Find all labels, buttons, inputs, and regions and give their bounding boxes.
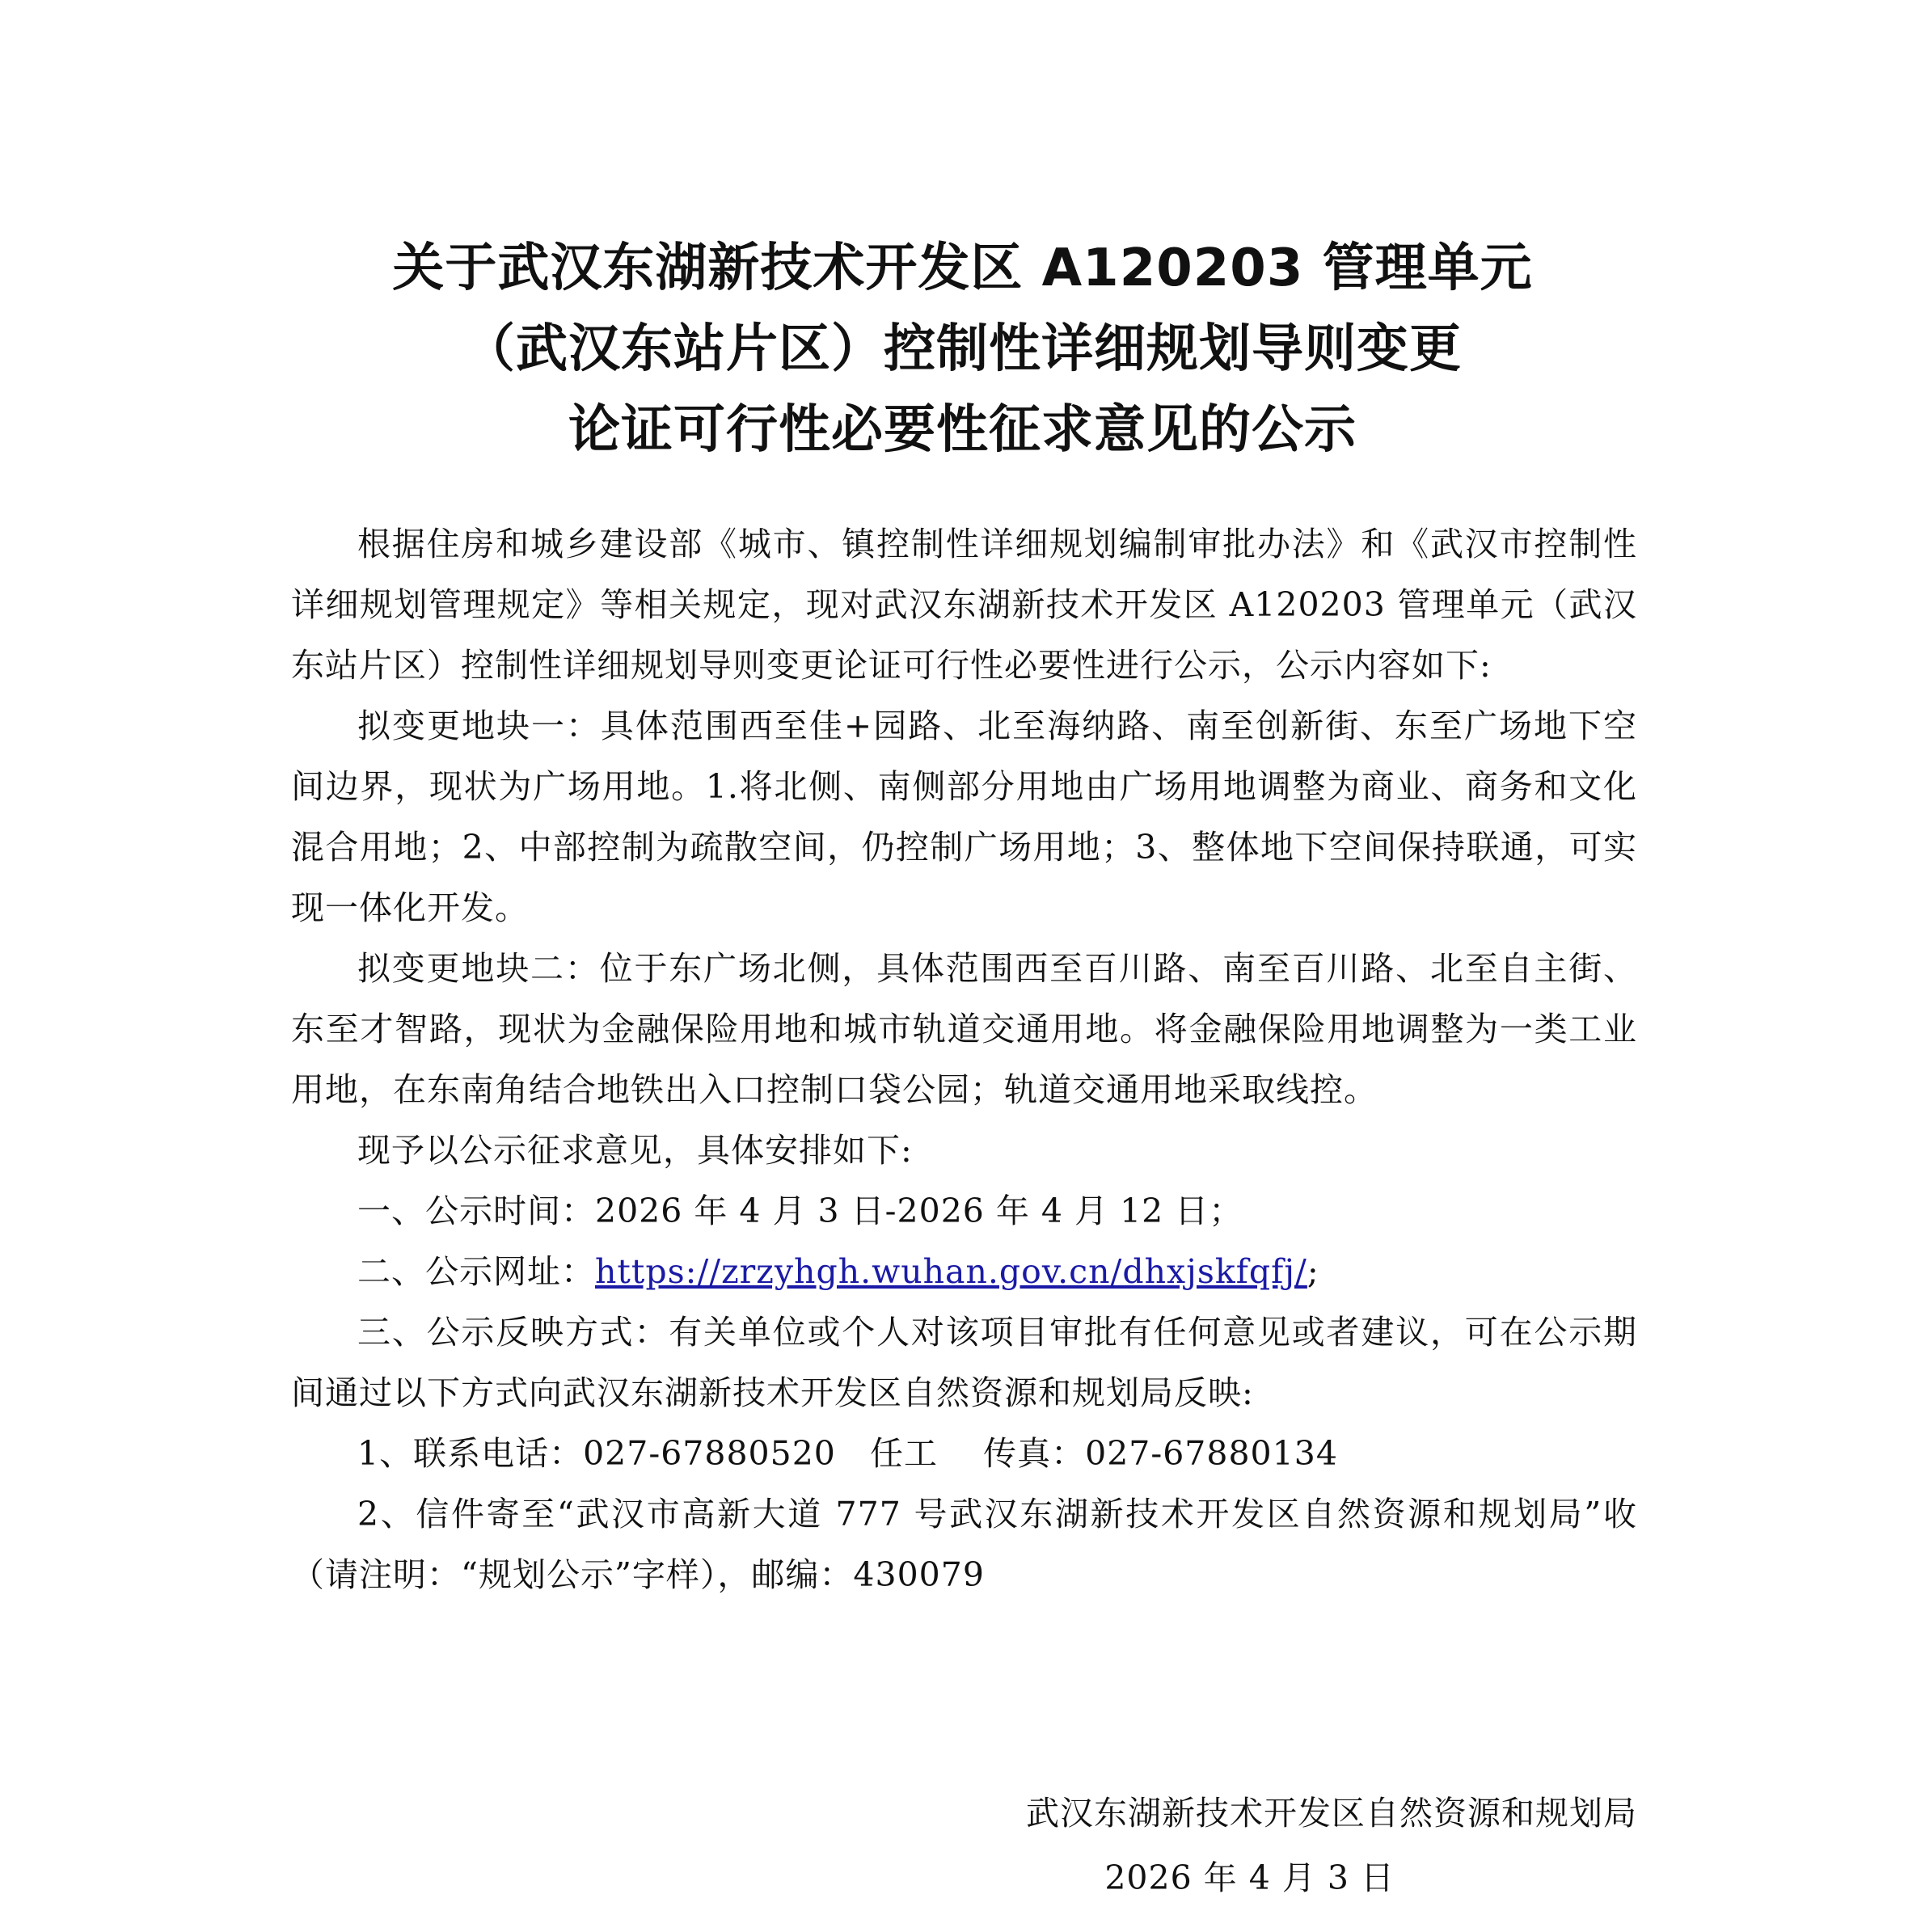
- notice-url-paragraph: [291, 1242, 1637, 1302]
- plot-one-paragraph: 拟变更地块一：具体范围西至佳+园路、北至海纳路、南至创新街、东至广场地下空间边界，现状为广场用地。1.将北侧、南侧部分用地由广场用地调整为商业、商务和文化混合用地；2、中部控制为疏散空间，仍控制广场用地；3、整体地下空间保持联通，可实现一体化开发。: [291, 707, 1637, 927]
- notice-url-suffix: ;: [1307, 1252, 1319, 1291]
- contact-phone-paragraph: 1、联系电话：027-67880520 任工 传真：027-67880134: [357, 1434, 1338, 1473]
- arrangement-paragraph: 现予以公示征求意见，具体安排如下:: [357, 1131, 913, 1170]
- notice-time-paragraph: 一、公示时间：2026 年 4 月 3 日-2026 年 4 月 12 日；: [357, 1192, 1243, 1230]
- title-line-1: 关于武汉东湖新技术开发区 A120203 管理单元: [392, 238, 1533, 298]
- feedback-paragraph: 三、公示反映方式：有关单位或个人对该项目审批有任何意见或者建议，可在公示期间通过以下方式向武汉东湖新技术开发区自然资源和规划局反映:: [291, 1313, 1637, 1412]
- signature-block: [889, 1781, 1637, 1910]
- document-body: [291, 514, 1637, 1605]
- title-line-2: （武汉东站片区）控制性详细规划导则变更: [463, 319, 1462, 379]
- intro-paragraph: 根据住房和城乡建设部《城市、镇控制性详细规划编制审批办法》和《武汉市控制性详细规划管理规定》等相关规定，现对武汉东湖新技术开发区 A120203 管理单元（武汉东站片区）控制性详细规划导则变更论证可行性必要性进行公示，公示内容如下:: [291, 525, 1637, 685]
- plot-two-paragraph: 拟变更地块二：位于东广场北侧，具体范围西至百川路、南至百川路、北至自主街、东至才智路，现状为金融保险用地和城市轨道交通用地。将金融保险用地调整为一类工业用地，在东南角结合地铁出入口控制口袋公园；轨道交通用地采取线控。: [291, 949, 1637, 1109]
- signature-organization: 武汉东湖新技术开发区自然资源和规划局: [1026, 1794, 1637, 1833]
- notice-url-label: 二、公示网址：: [357, 1252, 595, 1291]
- document-title: [243, 228, 1682, 470]
- signature-date: 2026 年 4 月 3 日: [1104, 1858, 1395, 1897]
- contact-mail-paragraph: 2、信件寄至“武汉市高新大道 777 号武汉东湖新技术开发区自然资源和规划局”收（请注明：“规划公示”字样），邮编：430079: [291, 1495, 1637, 1594]
- notice-url-link[interactable]: https://zrzyhgh.wuhan.gov.cn/dhxjskfqfj/: [595, 1252, 1307, 1291]
- title-line-3: 论证可行性必要性征求意见的公示: [568, 400, 1357, 460]
